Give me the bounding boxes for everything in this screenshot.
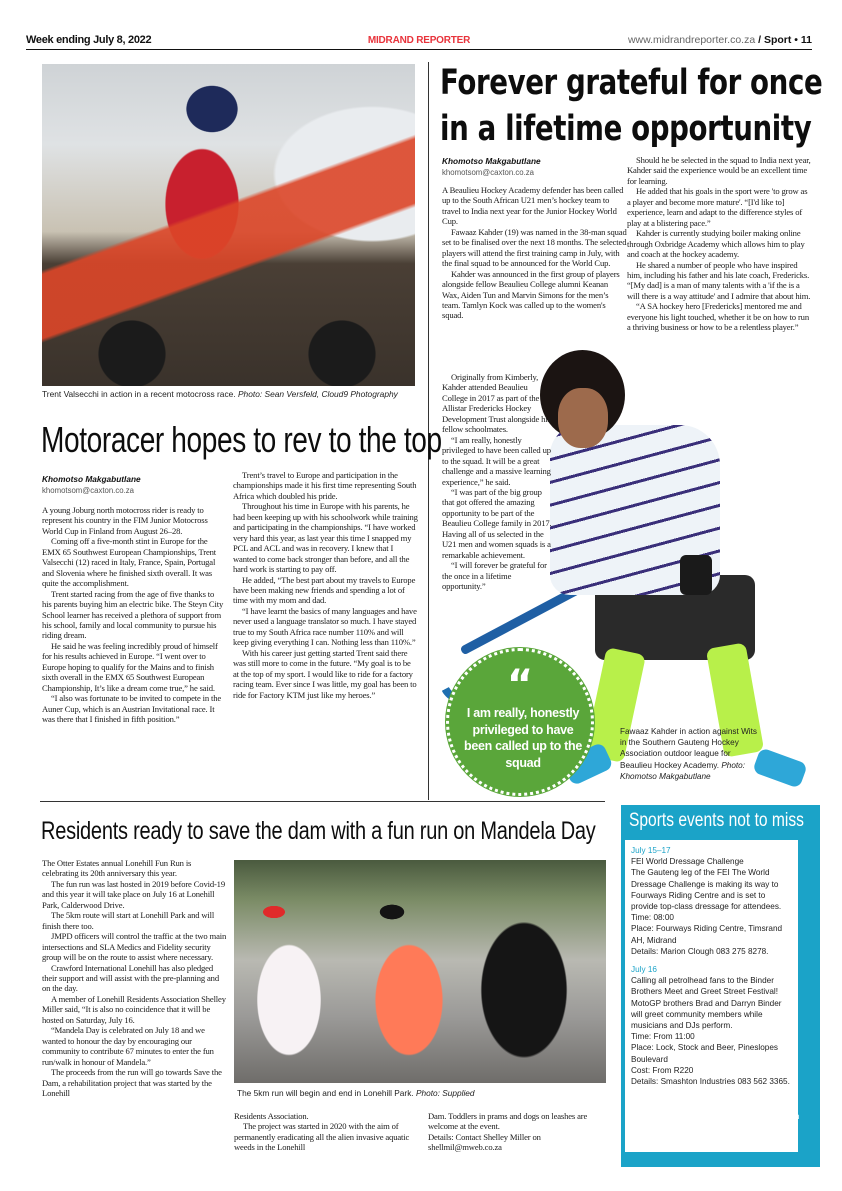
- paragraph: A member of Lonehill Residents Association Shelley Miller said, “It is also no coincidence that it will be hosted on Saturday, July 16.: [42, 993, 226, 1025]
- event-item: [631, 845, 792, 957]
- author-email: khomotsom@caxton.co.za: [42, 486, 134, 495]
- photo-credit: Photo: Khomotso Makgabutlane: [620, 760, 746, 781]
- separator: /: [755, 34, 764, 46]
- paragraph: Dam. Toddlers in prams and dogs on leashes are welcome at the event.: [428, 1111, 588, 1132]
- event-title: Calling all petrolhead fans to the Binder Brothers Meet and Greet Street Festival!: [631, 976, 778, 997]
- hockey-column-1b: [442, 372, 552, 592]
- paragraph: The project was started in 2020 with the aim of permanently eradicating all the alien invasive aquatic weeds in the Lonehill: [234, 1121, 410, 1153]
- paragraph: He shared a number of people who have inspired him, including his father and his late coach, Fredericks. “[My dad] is a man of many talents with a 'if the is a will there is a way attitude' and I admire that about him.: [627, 259, 811, 301]
- event-description: MotoGP brothers Brad and Darryn Binder will greet community members while musicians and DJs perform.: [631, 998, 782, 1031]
- face: [558, 388, 608, 448]
- event-title: FEI World Dressage Challenge: [631, 857, 744, 867]
- paragraph: Throughout his time in Europe with his parents, he had been keeping up with his schoolwork while training and participating in the championships. “I have worked very hard this year, as last year this time I snapped my PCL and ACL and was in recovery. I knew that I wanted to come back stronger than before, and all the hard work is starting to pay off.: [233, 501, 418, 575]
- paragraph: Residents Association.: [234, 1111, 309, 1121]
- event-time: Time: From 11:00: [631, 1032, 695, 1042]
- paragraph: He added, “The best part about my travels to Europe have been making new friends and spending a lot of time with my mom and dad.: [233, 574, 416, 606]
- paragraph: “I am really, honestly privileged to have been called up to the squad. It will be a great challenge and a massive learning experience,” he said.: [442, 434, 551, 487]
- paragraph: The fun run was last hosted in 2019 before Covid-19 and this year it will take place on July 16 at Lonehill Park, Calderwood Drive.: [42, 878, 225, 910]
- paragraph: With his career just getting started Trent said there was still more to come in the future. “My goal is to be at the top of my sport. I would like to ride for a factory racing team. Ever since I was little, my goal has been to ride for Factory KTM just like my heroes.”: [233, 647, 417, 700]
- paragraph: Kahder is currently studying boiler making online through Oxbridge Academy which allows him to play and coach at the hockey academy.: [627, 228, 805, 260]
- motocross-column-1: [42, 505, 225, 725]
- quote-icon: “: [506, 662, 534, 708]
- hockey-photo-caption: [620, 726, 760, 782]
- paragraph: A Beaulieu Hockey Academy defender has been called up to the South African U21 men’s hockey team to travel to India next year for the Junior Hockey World Cup.: [442, 185, 624, 227]
- hockey-column-1a: [442, 185, 627, 321]
- photo-credit: Photo: Sean Versfeld, Cloud9 Photography: [237, 389, 398, 399]
- author-name: Khomotso Makgabutlane: [42, 474, 141, 484]
- headline-line-2: in a lifetime opportunity: [440, 109, 812, 149]
- event-details: Details: Marion Clough 083 275 8278.: [631, 946, 769, 956]
- events-title: Sports events not to miss: [629, 810, 804, 831]
- event-place: Place: Fourways Riding Centre, Timsrand AH, Midrand: [631, 924, 783, 945]
- section-divider: [40, 801, 605, 802]
- hockey-column-2: [627, 155, 813, 333]
- fun-run-headline: Residents ready to save the dam with a fun run on Mandela Day: [41, 817, 596, 845]
- paragraph: “I have learnt the basics of many languages and have never used a language translator so much. I have stayed true to my South Africa race number 110% and will keep giving everything I can. Nothing less than 110%.”: [233, 605, 417, 648]
- motocross-headline: Motoracer hopes to rev to the top: [41, 419, 442, 460]
- event-time: Time: 08:00: [631, 913, 674, 923]
- masthead-right: [628, 34, 812, 46]
- events-list: [625, 840, 798, 1152]
- events-footer: Email sporting diary dates to the editor, Ashtyn Mackenzie, at ashtynm@caxton.co.za: [631, 1112, 800, 1133]
- caption-text: Trent Valsecchi in action in a recent motocross race.: [42, 389, 238, 399]
- headline-line-1: Forever grateful for once: [440, 63, 823, 103]
- motocross-column-2: [233, 470, 418, 700]
- hockey-headline: [440, 60, 823, 152]
- event-description: The Gauteng leg of the FEI The World Dressage Challenge is making its way to Fourways Riding Centre and is set to provide top-class dressage for attendees.: [631, 868, 782, 912]
- paragraph: A young Joburg north motocross rider is ready to represent his country in the FIM Junior Motocross World Cup in Finland from August 26–28.: [42, 505, 208, 536]
- paragraph: Kahder was announced in the first group of players alongside fellow Beaulieu College alumni Keanan Wax, Aiden Tun and Marvin Simons for the men’s team. Tamlyn Kock was called up to the women's squad.: [442, 268, 620, 321]
- author-email: khomotsom@caxton.co.za: [442, 168, 534, 177]
- paragraph: “A SA hockey hero [Fredericks] mentored me and everyone his light touched, whether it be on how to run a thriving business or how to be a relentless player.”: [627, 301, 809, 333]
- paragraph: Crawford International Lonehill has also pledged their support and will assist with the pre-planning and on the day.: [42, 962, 219, 994]
- paragraph: Fawaaz Kahder (19) was named in the 38-man squad set to be finalised over the next 18 months. The selected players will attend the first training camp in July, with the final squad to be announced for the World Cup.: [442, 226, 627, 269]
- paragraph: Coming off a five-month stint in Europe for the EMX 65 Southwest European Championships, Trent Valsecchi (12) raced in Italy, France, Spain, Portugal and Slovenia where he finished sixth overall. It was quite the accomplishment.: [42, 536, 217, 589]
- fun-run-photo: [234, 860, 606, 1083]
- right-shoe: [752, 747, 808, 789]
- event-item: [631, 964, 792, 1087]
- paragraph: “I also was fortunate to be invited to compete in the Auner Cup, which is an Austrian Invitational race. It was there that I finished in fifth position.”: [42, 693, 222, 725]
- fun-run-column-1: [42, 858, 228, 1098]
- event-date: July 16: [631, 965, 657, 975]
- paragraph: “Mandela Day is celebrated on July 18 and we wanted to honour the day by encouraging our community to contribute 67 minutes to enter the fun run/walk in honour of Mandela.”: [42, 1025, 214, 1067]
- paragraph: He said he was feeling incredibly proud of himself for his results achieved in Europe. “I went over to Europe hoping to qualify for the Mains and to finish sixth overall in the EMX 65 Southwest European Championship, It’s like a dream come true,” he said.: [42, 640, 218, 693]
- event-place: Place: Lock, Stock and Beer, Pineslopes Boulevard: [631, 1043, 779, 1064]
- section-page: Sport • 11: [763, 34, 812, 46]
- hockey-byline: [442, 156, 541, 177]
- event-details: Details: Smashton Industries 083 562 3365.: [631, 1077, 790, 1087]
- paragraph: The 5km route will start at Lonehill Park and will finish there too.: [42, 910, 215, 931]
- paragraph: The Otter Estates annual Lonehill Fun Run is celebrating its 20th anniversary this year.: [42, 858, 192, 879]
- paragraph: The proceeds from the run will go towards Save the Dam, a rehabilitation project that was started by the Lonehill: [42, 1067, 222, 1098]
- paragraph: Details: Contact Shelley Miller on shellmil@mweb.co.za: [428, 1131, 541, 1153]
- fun-run-column-3: [428, 1111, 608, 1153]
- paragraph: “I was part of the big group that got offered the amazing opportunity to be part of the Beaulieu College family in 2017. Having all of us selected in the U21 men and women squads is a remarkable achievement.: [442, 486, 552, 560]
- paragraph: Should he be selected in the squad to India next year, Kahder said the experience would be an excellent time for learning.: [627, 155, 811, 186]
- author-name: Khomotso Makgabutlane: [442, 156, 541, 166]
- paragraph: Trent started racing from the age of five thanks to his parents buying him an electric bike. The Steyn City School learner has received a plethora of support from his school, family and local community to pursue his riding dream.: [42, 588, 224, 641]
- paragraph: “I will forever be grateful for the once in a lifetime opportunity.”: [442, 560, 547, 592]
- paper-name: MIDRAND REPORTER: [367, 35, 471, 46]
- motocross-byline: [42, 474, 141, 495]
- paragraph: Originally from Kimberly, Kahder attended Beaulieu College in 2017 as part of the Allistar Fredericks Hockey Development Trust alongside his fellow schoolmates.: [442, 372, 551, 435]
- photo-credit: Photo: Supplied: [415, 1088, 475, 1098]
- pull-quote: [446, 648, 594, 796]
- paragraph: He added that his goals in the sport were 'to grow as a player and become more mature'. “[I'd like to] experience, learn and adapt to the difference styles of play at a blistering pace.”: [627, 186, 808, 228]
- paragraph: Trent’s travel to Europe and participation in the championships made it his first time representing South Africa which doubled his pride.: [233, 470, 417, 501]
- pull-quote-text: I am really, honestly privileged to have been called up to the squad: [463, 706, 583, 770]
- masthead: [26, 30, 812, 50]
- paragraph: JMPD officers will control the traffic at the two main intersections and SLA Medics and Fidelity security group will be on the route to assist where necessary.: [42, 931, 227, 963]
- fun-run-photo-caption: [237, 1088, 475, 1098]
- motocross-photo-caption: [42, 389, 417, 400]
- caption-text: Fawaaz Kahder in action against Wits in the Southern Gauteng Hockey Association outdoor league for Beaulieu Hockey Academy.: [620, 727, 757, 770]
- fun-run-column-2: [234, 1111, 420, 1153]
- caption-text: The 5km run will begin and end in Lonehill Park.: [237, 1088, 416, 1098]
- event-date: July 15–17: [631, 846, 671, 855]
- motocross-photo: [42, 64, 415, 386]
- website-url: www.midrandreporter.co.za: [627, 34, 756, 46]
- issue-date: Week ending July 8, 2022: [26, 34, 152, 46]
- glove: [680, 555, 712, 595]
- event-cost: Cost: From R220: [631, 1065, 694, 1075]
